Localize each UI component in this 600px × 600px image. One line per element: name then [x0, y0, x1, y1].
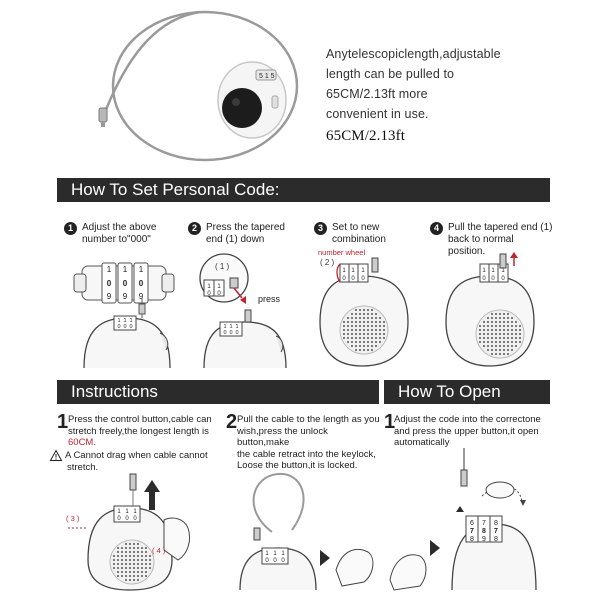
svg-text:0: 0 — [117, 516, 121, 522]
svg-text:9: 9 — [482, 536, 486, 543]
svg-text:1: 1 — [207, 284, 211, 290]
step-1-line-a: Adjust the above — [82, 222, 157, 233]
warning-icon — [50, 450, 62, 461]
wheel-digit: 9 — [106, 292, 112, 301]
svg-text:0: 0 — [123, 324, 127, 330]
label-position-3: ( 3 ) — [66, 514, 80, 523]
intro-line-2: length can be pulled to — [326, 67, 455, 81]
instruction-1-illustration — [60, 470, 230, 590]
instruction-2-illustration — [232, 470, 382, 590]
svg-text:0: 0 — [223, 330, 227, 336]
how-to-open-illustration — [384, 440, 554, 590]
wheel-digit: 1 — [138, 265, 144, 274]
svg-text:1: 1 — [281, 551, 285, 557]
open-wheel-digit: 7 — [494, 528, 498, 535]
svg-text:1: 1 — [123, 318, 127, 324]
set-code-banner — [57, 178, 550, 202]
svg-text:1: 1 — [342, 268, 346, 274]
svg-text:1: 1 — [129, 318, 133, 324]
step-number-badge: 4 — [430, 222, 443, 235]
svg-text:0: 0 — [235, 330, 239, 336]
wheel-digit: 0 — [106, 279, 112, 288]
instruction-2-line-4: Loose the button,it is locked. — [237, 460, 358, 471]
how-to-open-title: How To Open — [398, 382, 501, 401]
svg-text:1: 1 — [235, 324, 239, 330]
svg-text:0: 0 — [265, 558, 269, 564]
svg-text:0: 0 — [117, 324, 121, 330]
instruction-2-text — [237, 414, 382, 472]
svg-text:0: 0 — [207, 291, 211, 297]
warning-line-1: A Cannot drag when cable cannot — [65, 450, 208, 461]
label-position-4: ( 4 ) — [152, 546, 166, 555]
step-1-line-b: number to"000" — [82, 234, 151, 245]
open-wheel-digit: 7 — [470, 528, 474, 535]
wheel-digit: 0 — [138, 279, 144, 288]
step-3-line-b: combination — [332, 234, 386, 245]
instruction-2-number: 2 — [226, 411, 238, 433]
svg-text:0: 0 — [361, 276, 365, 282]
svg-text:1: 1 — [229, 324, 233, 330]
svg-text:1: 1 — [117, 509, 121, 515]
label-number-wheel: number wheel — [318, 248, 366, 257]
svg-text:6: 6 — [470, 520, 474, 527]
step-4-line-a: Pull the tapered end (1) — [448, 222, 553, 233]
svg-text:1: 1 — [501, 268, 505, 274]
instruction-2-line-1: Pull the cable to the length as you — [237, 414, 380, 425]
instruction-1-line-1: Press the control button,cable can — [68, 414, 212, 425]
intro-description — [326, 44, 586, 146]
product-hero-image — [0, 0, 320, 175]
step-4-line-b: back to normal — [448, 234, 514, 245]
step-3-illustration — [312, 252, 422, 370]
instruction-2-line-3: the cable retract into the keylock, — [237, 448, 376, 460]
open-line-1: Adjust the code into the correctone — [394, 414, 541, 425]
svg-text:7: 7 — [482, 520, 486, 527]
wheel-digit: 0 — [122, 279, 128, 288]
step-2-line-b: end (1) down — [206, 234, 265, 245]
intro-line-4: convenient in use. — [326, 107, 429, 121]
svg-text:1: 1 — [223, 324, 227, 330]
instructions-title: Instructions — [71, 382, 158, 401]
wheel-digit: 9 — [138, 292, 144, 301]
svg-text:8: 8 — [494, 520, 498, 527]
step-4-illustration — [442, 252, 552, 370]
warning-line-2: stretch. — [67, 461, 99, 473]
wheel-digit: 1 — [122, 265, 128, 274]
instruction-1-number: 1 — [57, 411, 69, 433]
step-1-illustration — [72, 258, 182, 370]
step-2-line-a: Press the tapered — [206, 222, 285, 233]
set-step-2 — [188, 222, 308, 252]
instructions-banner — [57, 380, 379, 404]
svg-text:0: 0 — [217, 291, 221, 297]
svg-text:0: 0 — [281, 558, 285, 564]
set-code-title: How To Set Personal Code: — [71, 180, 280, 199]
intro-line-1: Anytelescopiclength,adjustable — [326, 47, 501, 61]
instruction-1-text — [68, 411, 238, 449]
svg-text:0: 0 — [342, 276, 346, 282]
open-line-3: automatically — [394, 437, 450, 448]
svg-text:5 1 5: 5 1 5 — [259, 73, 275, 80]
step-number-badge: 1 — [64, 222, 77, 235]
instruction-2-line-2: wish,press the unlock button,make — [237, 425, 328, 448]
open-wheel-digit: 8 — [482, 528, 486, 535]
svg-text:1: 1 — [217, 284, 221, 290]
svg-text:0: 0 — [129, 324, 133, 330]
instruction-1-line-2: stretch freely,the longest length is — [68, 425, 209, 437]
step-2-illustration — [190, 252, 300, 370]
open-step-number: 1 — [384, 411, 396, 433]
svg-text:1: 1 — [361, 268, 365, 274]
set-step-1 — [64, 222, 184, 252]
open-line-2: and press the upper button,it open — [394, 425, 539, 437]
intro-highlight: 65CM/2.13ft — [326, 128, 406, 144]
step-4-line-c: position. — [448, 246, 486, 257]
svg-text:0: 0 — [501, 276, 505, 282]
instruction-1-line-3: 60CM. — [68, 437, 96, 448]
svg-text:0: 0 — [133, 516, 137, 522]
step-3-line-a: Set to new — [332, 222, 380, 233]
svg-text:1: 1 — [491, 268, 495, 274]
svg-text:0: 0 — [351, 276, 355, 282]
wheel-digit: 9 — [122, 292, 128, 301]
svg-text:1: 1 — [133, 509, 137, 515]
svg-text:0: 0 — [125, 516, 129, 522]
svg-text:0: 0 — [273, 558, 277, 564]
svg-text:1: 1 — [351, 268, 355, 274]
svg-text:0: 0 — [229, 330, 233, 336]
label-position-2: ( 2 ) — [320, 258, 335, 267]
step-number-badge: 2 — [188, 222, 201, 235]
svg-text:1: 1 — [117, 318, 121, 324]
svg-text:1: 1 — [273, 551, 277, 557]
svg-text:8: 8 — [470, 536, 474, 543]
label-press: press — [258, 294, 281, 304]
step-number-badge: 3 — [314, 222, 327, 235]
svg-text:8: 8 — [494, 536, 498, 543]
how-to-open-banner — [384, 380, 550, 404]
wheel-digit: 1 — [106, 265, 112, 274]
svg-text:0: 0 — [491, 276, 495, 282]
svg-text:0: 0 — [482, 276, 486, 282]
svg-text:1: 1 — [125, 509, 129, 515]
svg-text:1: 1 — [265, 551, 269, 557]
svg-text:1: 1 — [482, 268, 486, 274]
intro-line-3: 65CM/2.13ft more — [326, 87, 428, 101]
label-tapered-end: ( 1 ) — [215, 262, 230, 271]
